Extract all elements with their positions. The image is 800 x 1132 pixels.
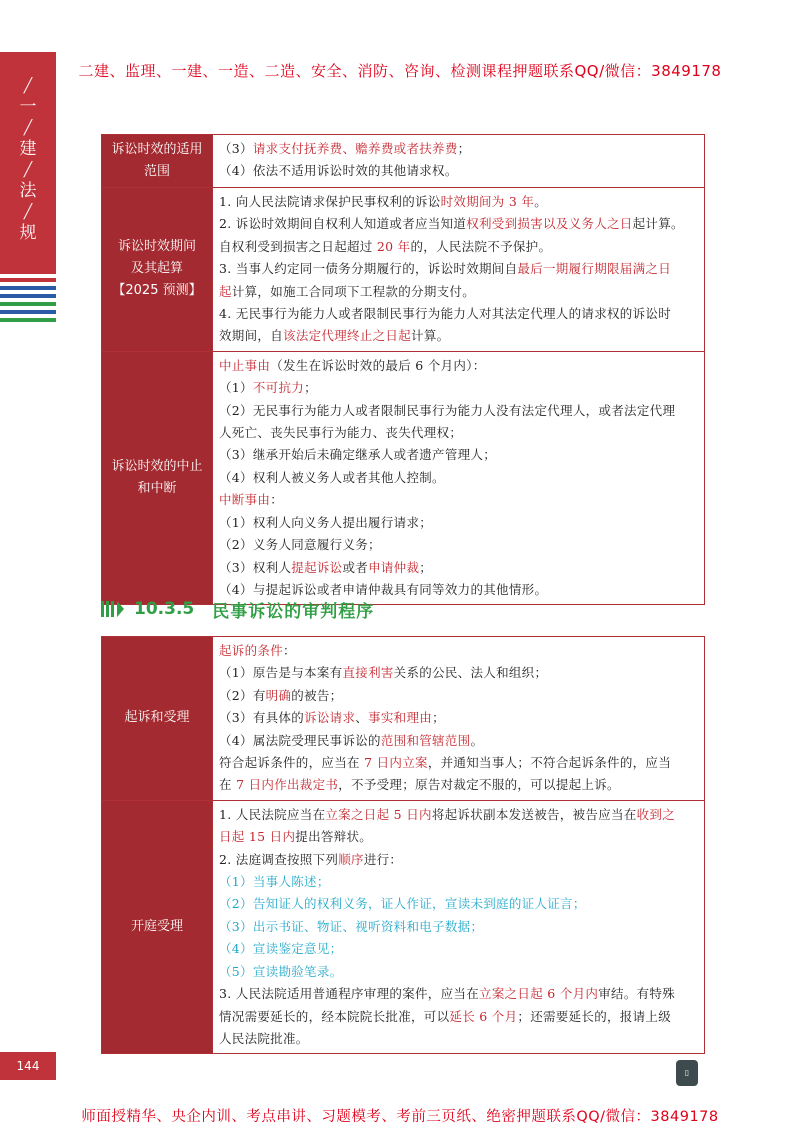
highlight-text: 事实和理由 bbox=[368, 710, 433, 726]
header-line: 和中断 bbox=[137, 481, 177, 497]
body-text: （4）属法院受理民事诉讼的 bbox=[219, 732, 381, 748]
body-text: 计算。 bbox=[411, 328, 450, 344]
body-text: ；还需要延长的，报请上级 bbox=[517, 1008, 672, 1024]
highlight-text: （2）告知证人的权利义务，证人作证，宣读未到庭的证人证言； bbox=[219, 896, 586, 912]
body-text: 符合起诉条件的，应当在 bbox=[219, 755, 365, 771]
highlight-text: 不可抗力 bbox=[252, 380, 305, 396]
highlight-text: 7 日内作出裁定书 bbox=[236, 777, 339, 793]
text-line bbox=[219, 534, 698, 556]
text-line bbox=[219, 281, 698, 303]
text-line bbox=[219, 258, 698, 280]
body-text: 效期间，自 bbox=[219, 328, 284, 344]
text-line bbox=[219, 752, 698, 774]
header-line: 起诉和受理 bbox=[124, 710, 190, 726]
decor-stripe-blue bbox=[0, 294, 56, 298]
body-text: 将起诉状副本发送被告，被告应当在 bbox=[431, 806, 637, 822]
body-text: 2. 法庭调查按照下列 bbox=[219, 851, 339, 867]
body-text: 4. 无民事行为能力人或者限制民事行为能力人对其法定代理人的请求权的诉讼时 bbox=[219, 306, 672, 322]
row-body bbox=[213, 135, 705, 188]
tab-char: 建 bbox=[19, 139, 37, 159]
body-text: （3） bbox=[219, 141, 253, 156]
body-text: （2）义务人同意履行义务； bbox=[219, 537, 381, 553]
body-text: 的，人民法院不予保护。 bbox=[410, 238, 552, 254]
highlight-text: 起诉的条件 bbox=[219, 643, 284, 658]
highlight-text: 日起 15 日内 bbox=[219, 829, 296, 845]
body-text: （2）无民事行为能力人或者限制民事行为能力人没有法定代理人，或者法定代理 bbox=[219, 402, 676, 418]
text-line bbox=[219, 983, 698, 1005]
body-text: 1. 人民法院应当在 bbox=[219, 806, 326, 822]
section-number: 10.3.5 bbox=[134, 599, 195, 619]
body-text: 2. 诉讼时效期间自权利人知道或者应当知道 bbox=[219, 216, 467, 232]
decor-stripe-red bbox=[0, 278, 56, 282]
highlight-text: 权利受到损害以及义务人之日 bbox=[466, 216, 633, 232]
table-row bbox=[102, 135, 705, 188]
row-header bbox=[102, 637, 213, 801]
body-text: （2）有 bbox=[219, 687, 266, 703]
body-text: （1） bbox=[219, 380, 253, 396]
body-text: 、 bbox=[355, 710, 369, 726]
header-line: 诉讼时效的中止 bbox=[111, 459, 203, 475]
highlight-text: 提起诉讼 bbox=[291, 559, 343, 575]
decor-stripe-green bbox=[0, 302, 56, 306]
highlight-text: （1）当事人陈述； bbox=[219, 874, 330, 890]
text-line bbox=[219, 804, 698, 826]
body-text: 计算，如施工合同项下工程款的分期支付。 bbox=[231, 283, 476, 299]
row-header bbox=[102, 351, 213, 604]
text-line bbox=[219, 489, 698, 511]
body-text: 起计算。 bbox=[632, 216, 684, 232]
body-text: （3）继承开始后未确定继承人或者遗产管理人； bbox=[219, 447, 497, 463]
highlight-text: 明确 bbox=[265, 687, 292, 703]
highlight-text: 起 bbox=[219, 283, 232, 299]
text-line bbox=[219, 325, 698, 347]
text-line bbox=[219, 213, 698, 235]
header-line: 【2025 预测】 bbox=[112, 283, 202, 299]
table-row bbox=[102, 188, 705, 352]
body-text: ； bbox=[432, 710, 445, 726]
body-text: ： bbox=[270, 492, 284, 508]
body-text: （4）依法不适用诉讼时效的其他请求权。 bbox=[219, 163, 458, 179]
trial-procedure-table bbox=[101, 636, 705, 1054]
body-text: （4）权利人被义务人或者其他人控制。 bbox=[219, 469, 445, 485]
text-line bbox=[219, 849, 698, 871]
highlight-text: （5）宣读勘验笔录。 bbox=[219, 963, 343, 979]
corner-badge-icon: ▯ bbox=[676, 1060, 698, 1086]
highlight-text: 直接利害 bbox=[342, 665, 394, 681]
text-line bbox=[219, 400, 698, 422]
text-line bbox=[219, 355, 698, 377]
body-text: ，并通知当事人；不符合起诉条件的，应当 bbox=[427, 755, 672, 771]
text-line bbox=[219, 662, 698, 684]
body-text: 3. 人民法院适用普通程序审理的案件，应当在 bbox=[219, 986, 480, 1002]
promo-banner-top: 二建、监理、一建、一造、二造、安全、消防、咨询、检测课程押题联系QQ/微信：3849178 bbox=[78, 62, 722, 80]
highlight-text: 收到之 bbox=[636, 806, 676, 822]
text-line bbox=[219, 303, 698, 325]
text-line bbox=[219, 512, 698, 534]
row-header bbox=[102, 135, 213, 188]
body-text: 在 bbox=[219, 777, 237, 793]
section-heading bbox=[101, 596, 374, 622]
highlight-text: 诉讼请求 bbox=[304, 710, 356, 726]
text-line bbox=[219, 467, 698, 489]
body-text: （4）与提起诉讼或者申请仲裁具有同等效力的其他情形。 bbox=[219, 581, 548, 597]
row-body bbox=[213, 188, 705, 352]
text-line bbox=[219, 826, 698, 848]
body-text: 情况需要延长的，经本院院长批准，可以 bbox=[219, 1008, 450, 1024]
body-text: 审结。有特殊 bbox=[598, 986, 676, 1002]
text-line bbox=[219, 893, 698, 915]
body-text: 人死亡、丧失民事行为能力、丧失代理权； bbox=[219, 425, 463, 441]
text-line bbox=[219, 422, 698, 444]
highlight-text: 7 日内立案 bbox=[364, 755, 428, 771]
highlight-text: 最后一期履行期限届满之日 bbox=[517, 261, 672, 277]
text-line bbox=[219, 640, 698, 662]
text-line bbox=[219, 916, 698, 938]
body-text: （1）原告是与本案有 bbox=[219, 665, 343, 681]
tab-separator: ╱ bbox=[23, 78, 33, 94]
highlight-text: 该法定代理终止之日起 bbox=[283, 328, 412, 344]
page-number: 144 bbox=[0, 1052, 56, 1080]
statute-limitations-table bbox=[101, 134, 705, 605]
body-text: ； bbox=[457, 141, 471, 156]
body-text: 关系的公民、法人和组织； bbox=[393, 665, 548, 681]
body-text: ，不予受理；原告对裁定不服的，可以提起上诉。 bbox=[338, 777, 620, 793]
body-text: 自权利受到损害之日起超过 bbox=[219, 238, 377, 254]
body-text: （3）有具体的 bbox=[219, 710, 305, 726]
row-header bbox=[102, 800, 213, 1053]
highlight-text: 顺序 bbox=[338, 851, 364, 867]
body-text: ： bbox=[283, 643, 296, 658]
header-line: 诉讼时效的适用 bbox=[111, 142, 203, 157]
body-text: 进行： bbox=[363, 851, 403, 867]
body-text: 人民法院批准。 bbox=[219, 1030, 309, 1046]
table-row bbox=[102, 800, 705, 1053]
header-line: 诉讼时效期间 bbox=[117, 239, 196, 255]
tab-separator: ╱ bbox=[23, 120, 33, 136]
highlight-text: 时效期间为 3 年 bbox=[440, 194, 535, 209]
tab-separator: ╱ bbox=[23, 204, 33, 220]
text-line bbox=[219, 730, 698, 752]
text-line bbox=[219, 138, 698, 160]
body-text: 的被告； bbox=[291, 687, 343, 703]
body-text: 3. 当事人约定同一债务分期履行的，诉讼时效期间自 bbox=[219, 261, 518, 277]
highlight-text: 申请仲裁 bbox=[368, 559, 420, 575]
row-header bbox=[102, 188, 213, 352]
body-text: （3）权利人 bbox=[219, 559, 292, 575]
text-line bbox=[219, 1028, 698, 1050]
text-line bbox=[219, 938, 698, 960]
text-line bbox=[219, 444, 698, 466]
body-text: （1）权利人向义务人提出履行请求； bbox=[219, 514, 433, 530]
promo-banner-bottom: 师面授精华、央企内训、考点串讲、习题模考、考前三页纸、绝密押题联系QQ/微信：3849178 bbox=[81, 1109, 719, 1125]
text-line bbox=[219, 160, 698, 182]
decor-stripe-blue bbox=[0, 310, 56, 314]
highlight-text: 范围和管辖范围 bbox=[380, 732, 471, 748]
body-text: ； bbox=[419, 559, 433, 575]
header-line: 及其起算 bbox=[130, 261, 183, 277]
decor-stripe-blue bbox=[0, 286, 56, 290]
text-line bbox=[219, 236, 698, 258]
table-row bbox=[102, 351, 705, 604]
chapter-side-tab bbox=[0, 52, 56, 274]
body-text: （发生在诉讼时效的最后 6 个月内）： bbox=[270, 357, 486, 373]
table-row bbox=[102, 637, 705, 801]
text-line bbox=[219, 1006, 698, 1028]
text-line bbox=[219, 961, 698, 983]
decor-stripe-green bbox=[0, 318, 56, 322]
text-line bbox=[219, 707, 698, 729]
highlight-text: 20 年 bbox=[376, 238, 411, 254]
body-text: ； bbox=[304, 380, 317, 396]
highlight-text: 请求支付抚养费、赡养费或者扶养费 bbox=[252, 141, 458, 156]
body-text: 。 bbox=[470, 732, 484, 748]
header-line: 开庭受理 bbox=[130, 919, 183, 935]
body-text: 。 bbox=[534, 194, 548, 209]
highlight-text: 立案之日起 6 个月内 bbox=[479, 986, 599, 1002]
tab-char: 规 bbox=[19, 223, 37, 243]
highlight-text: （4）宣读鉴定意见； bbox=[219, 941, 343, 957]
highlight-text: 立案之日起 5 日内 bbox=[325, 806, 432, 822]
body-text: 提出答辩状。 bbox=[295, 829, 373, 845]
text-line bbox=[219, 774, 698, 796]
row-body bbox=[213, 351, 705, 604]
body-text: 或者 bbox=[342, 559, 369, 575]
row-body bbox=[213, 800, 705, 1053]
tab-char: 法 bbox=[19, 181, 37, 201]
text-line bbox=[219, 871, 698, 893]
highlight-text: 中断事由 bbox=[219, 492, 271, 508]
highlight-text: 延长 6 个月 bbox=[449, 1008, 518, 1024]
body-text: 1. 向人民法院请求保护民事权利的诉讼 bbox=[219, 194, 441, 209]
text-line bbox=[219, 191, 698, 213]
text-line bbox=[219, 685, 698, 707]
text-line bbox=[219, 377, 698, 399]
tab-char: 一 bbox=[19, 97, 37, 117]
header-line: 范围 bbox=[143, 164, 170, 179]
highlight-text: 中止事由 bbox=[219, 357, 271, 373]
highlight-text: （3）出示书证、物证、视听资料和电子数据； bbox=[219, 918, 484, 934]
text-line bbox=[219, 557, 698, 579]
tab-separator: ╱ bbox=[23, 162, 33, 178]
section-title: 民事诉讼的审判程序 bbox=[212, 601, 375, 622]
section-bars-icon bbox=[101, 601, 126, 617]
row-body bbox=[213, 637, 705, 801]
